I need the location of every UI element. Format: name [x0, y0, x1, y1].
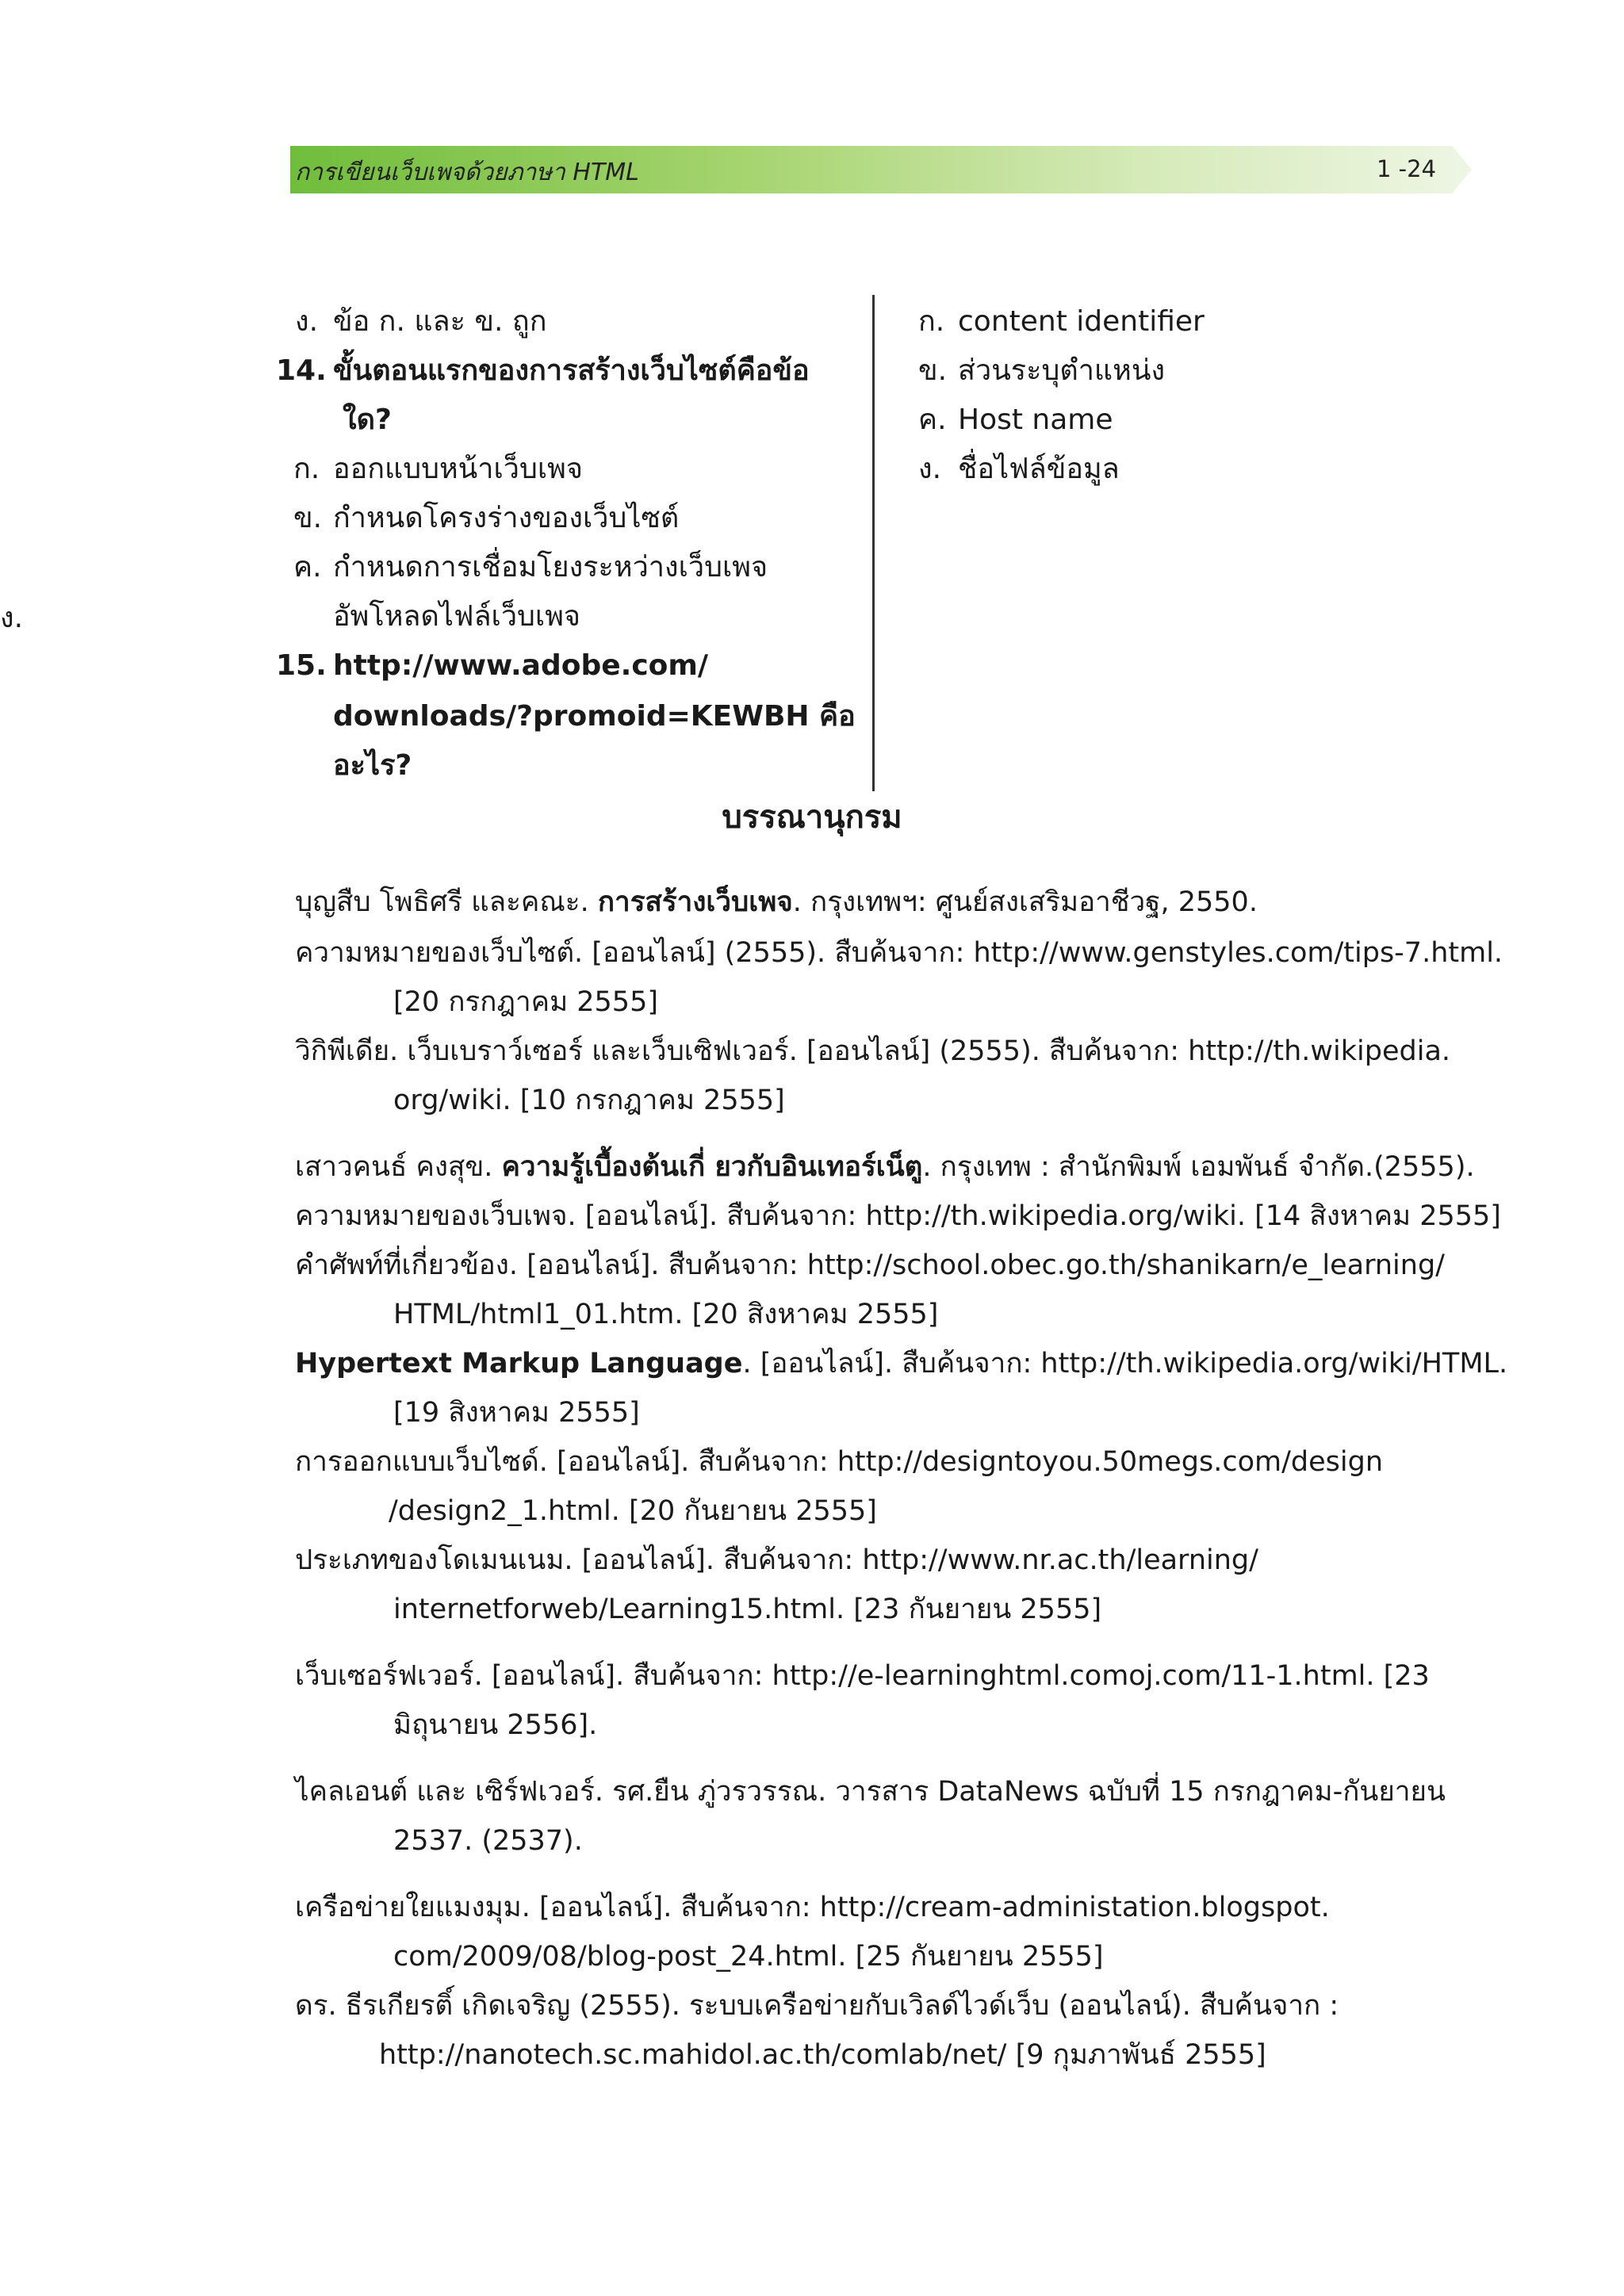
q14-option-c-marker: ค. [293, 551, 322, 584]
reference-2-line1: ความหมายของเว็บไซต์. [ออนไลน์] (2555). สืบค้นจาก: http://www.genstyles.com/tips-7.html. [295, 937, 1503, 969]
column-divider [872, 295, 875, 791]
reference-1 [295, 885, 1258, 920]
q14-option-c-text: กำหนดการเชื่อมโยงระหว่างเว็บเพจ [333, 551, 768, 584]
reference-4-author: เสาวคนธ์ คงสุข. [295, 1151, 502, 1183]
q15-question-line1: http://www.adobe.com/ [333, 649, 709, 682]
reference-6-line2: HTML/html1_01.htm. [20 สิงหาคม 2555] [393, 1299, 939, 1330]
reference-6-line1: คำศัพท์ที่เกี่ยวข้อง. [ออนไลน์]. สืบค้นจาก: http://school.obec.go.th/shanikarn/e_learning/ [295, 1249, 1445, 1281]
reference-5: ความหมายของเว็บเพจ. [ออนไลน์]. สืบค้นจาก: http://th.wikipedia.org/wiki. [14 สิงหาคม 2555] [295, 1200, 1501, 1232]
reference-13-line1: ดร. ธีรเกียรติ์ เกิดเจริญ (2555). ระบบเครือข่ายกับเวิลด์ไวด์เว็บ (ออนไลน์). สืบค้นจาก : [295, 1990, 1339, 2022]
reference-7 [295, 1346, 1507, 1381]
reference-11-line2: 2537. (2537). [393, 1825, 583, 1857]
reference-7-title: Hypertext Markup Language [295, 1348, 743, 1380]
reference-13-line2: http://nanotech.sc.mahidol.ac.th/comlab/net/ [9 กุมภาพันธ์ 2555] [379, 2039, 1266, 2071]
q15-option-a-text: content identifier [958, 305, 1205, 338]
reference-9-line1: ประเภทของโดเมนเนม. [ออนไลน์]. สืบค้นจาก: http://www.nr.ac.th/learning/ [295, 1544, 1258, 1576]
q15-question-line2: downloads/?promoid=KEWBH คือ [333, 700, 856, 733]
running-title: การเขียนเว็บเพจด้วยภาษา HTML [295, 159, 639, 186]
q14-number: 14. [276, 354, 327, 387]
reference-10-line2: มิถุนายน 2556]. [393, 1709, 598, 1741]
q15-option-c-text: Host name [958, 404, 1113, 436]
reference-10-line1: เว็บเซอร์ฟเวอร์. [ออนไลน์]. สืบค้นจาก: http://e-learninghtml.comoj.com/11-1.html. [23 [295, 1660, 1430, 1692]
page-number: 1 -24 [1377, 155, 1437, 182]
q15-option-b-marker: ข. [918, 354, 948, 387]
reference-7-line2: [19 สิงหาคม 2555] [393, 1397, 640, 1429]
reference-9-line2: internetforweb/Learning15.html. [23 กันยายน 2555] [393, 1594, 1102, 1625]
reference-1-publisher: . กรุงเทพฯ: ศูนย์สงเสริมอาชีวฐ, 2550. [792, 886, 1258, 918]
reference-1-author: บุญสืบ โพธิศรี และคณะ. [295, 886, 598, 918]
reference-2-line2: [20 กรกฎาคม 2555] [393, 986, 658, 1018]
reference-4 [295, 1150, 1475, 1184]
reference-3-line1: วิกิพีเดีย. เว็บเบราว์เซอร์ และเว็บเซิฟเวอร์. [ออนไลน์] (2555). สืบค้นจาก: http://th.wikipedia. [295, 1035, 1451, 1067]
reference-8-line2: /design2_1.html. [20 กันยายน 2555] [389, 1495, 877, 1527]
q13-option-d-marker: ง. [295, 305, 319, 338]
q15-option-b-text: ส่วนระบุตำแหน่ง [958, 354, 1166, 387]
q13-option-d-text: ข้อ ก. และ ข. ถูก [333, 305, 547, 338]
q15-option-c-marker: ค. [918, 404, 947, 436]
q14-option-b-marker: ข. [293, 502, 323, 534]
q15-option-a-marker: ก. [918, 305, 945, 338]
bibliography-heading: บรรณานุกรม [722, 799, 902, 836]
reference-4-publisher: . กรุงเทพ : สำนักพิมพ์ เอมพันธ์ จำกัด.(2555). [922, 1151, 1475, 1183]
reference-4-title: ความรู้เบื้องต้นเกี่ ยวกับอินเทอร์เน็ตู [501, 1151, 923, 1183]
q15-number: 15. [276, 649, 327, 682]
q14-question-line2: ใด? [343, 404, 392, 436]
q15-option-d-text: ชื่อไฟล์ข้อมูล [958, 453, 1120, 485]
q15-option-d-marker: ง. [918, 453, 942, 485]
reference-12-line1: เครือข่ายใยแมงมุม. [ออนไลน์]. สืบค้นจาก: http://cream-administation.blogspot. [295, 1892, 1330, 1923]
q14-option-a-marker: ก. [293, 453, 320, 485]
q14-option-a-text: ออกแบบหน้าเว็บเพจ [333, 453, 583, 485]
q15-question-line3: อะไร? [333, 749, 412, 782]
q14-question-line1: ขั้นตอนแรกของการสร้างเว็บไซต์คือข้อ [333, 354, 810, 387]
margin-fragment: ง. [0, 602, 24, 634]
reference-7-source: . [ออนไลน์]. สืบค้นจาก: http://th.wikipedia.org/wiki/HTML. [742, 1348, 1508, 1380]
reference-12-line2: com/2009/08/blog-post_24.html. [25 กันยายน 2555] [393, 1941, 1104, 1973]
reference-8-line1: การออกแบบเว็บไซด์. [ออนไลน์]. สืบค้นจาก: http://designtoyou.50megs.com/design [295, 1446, 1384, 1478]
q14-option-d-text: อัพโหลดไฟล์เว็บเพจ [333, 600, 581, 633]
reference-3-line2: org/wiki. [10 กรกฎาคม 2555] [393, 1085, 785, 1116]
reference-1-title: การสร้างเว็บเพจ [597, 886, 793, 918]
reference-11-line1: ไคลเอนต์ และ เซิร์ฟเวอร์. รศ.ยืน ภู่วรวรรณ. วารสาร DataNews ฉบับที่ 15 กรกฎาคม-กันยายน [295, 1776, 1446, 1808]
q14-option-b-text: กำหนดโครงร่างของเว็บไซต์ [333, 502, 680, 534]
